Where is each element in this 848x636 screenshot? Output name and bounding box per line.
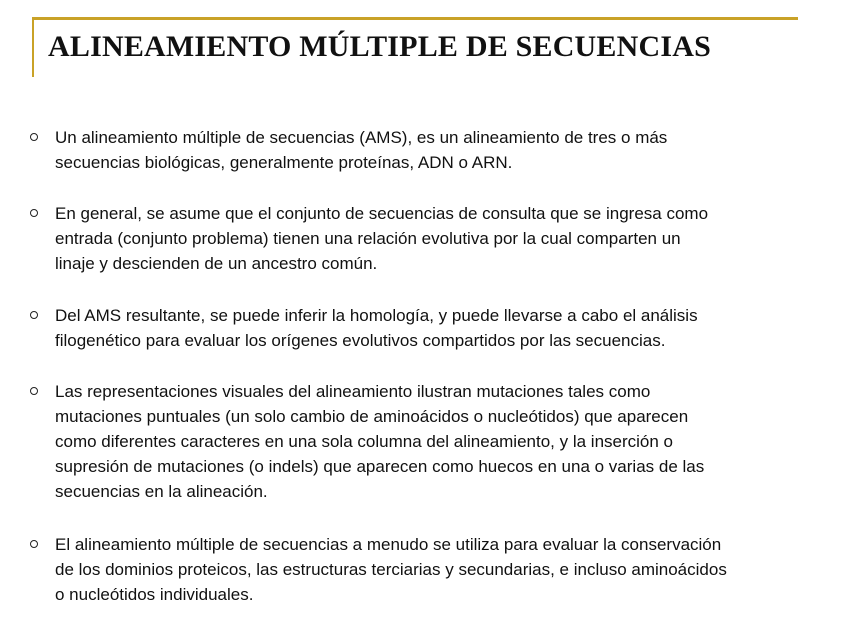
bullet-line: En general, se asume que el conjunto de secuencias de consulta que se ingresa como <box>55 204 709 223</box>
bullet-line: filogenético para evaluar los orígenes evolutivos compartidos por las secuencias. <box>55 331 666 350</box>
bullet-line: secuencias en la alineación. <box>55 482 268 501</box>
bullet-line: supresión de mutaciones (o indels) que aparecen como huecos en una o varias de las <box>55 457 705 476</box>
hollow-circle-icon <box>30 133 38 141</box>
bullet-line: Del AMS resultante, se puede inferir la homología, y puede llevarse a cabo el análisis <box>55 306 698 325</box>
slide-title: ALINEAMIENTO MÚLTIPLE DE SECUENCIAS <box>48 30 711 63</box>
bullet-line: o nucleótidos individuales. <box>55 585 254 604</box>
bullet-line: linaje y descienden de un ancestro común. <box>55 254 378 273</box>
hollow-circle-icon <box>30 540 38 548</box>
bullet-line: secuencias biológicas, generalmente proteínas, ADN o ARN. <box>55 153 513 172</box>
hollow-circle-icon <box>30 311 38 319</box>
bullet-line: Las representaciones visuales del alineamiento ilustran mutaciones tales como <box>55 382 651 401</box>
hollow-circle-icon <box>30 209 38 217</box>
bullet-line: como diferentes caracteres en una sola columna del alineamiento, y la inserción o <box>55 432 674 451</box>
bullet-line: entrada (conjunto problema) tienen una relación evolutiva por la cual comparten un <box>55 229 681 248</box>
bullet-line: de los dominios proteicos, las estructuras terciarias y secundarias, e incluso aminoácidos <box>55 560 727 579</box>
bullet-line: mutaciones puntuales (un solo cambio de aminoácidos o nucleótidos) que aparecen <box>55 407 689 426</box>
hollow-circle-icon <box>30 387 38 395</box>
bullet-line: Un alineamiento múltiple de secuencias (AMS), es un alineamiento de tres o más <box>55 128 668 147</box>
bullet-line: El alineamiento múltiple de secuencias a menudo se utiliza para evaluar la conservación <box>55 535 722 554</box>
